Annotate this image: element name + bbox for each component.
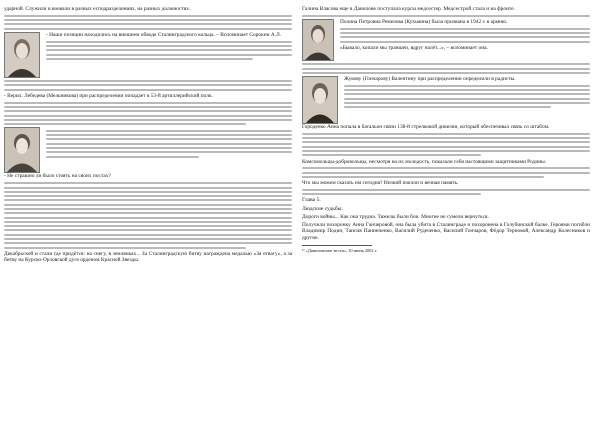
right-opening: Галина Власова еще в Данилове поступала курсы медсестер. Медсестрой стала и на фронте.	[302, 6, 516, 12]
text-lines	[4, 15, 292, 30]
portrait-photo-woman-3	[302, 19, 334, 61]
text-lines	[46, 130, 292, 158]
left-opening: ударной. Служили и воевали в разных есподразделениях, на разных должностях.	[4, 6, 191, 12]
photo-block-1-text	[46, 32, 292, 62]
right-letter: Полина Петровна Ремизова (Кузьмина) была призвана в 1942 г. в армию.	[340, 18, 508, 25]
text-lines	[4, 80, 292, 91]
right-roads: Дороги войны... Как она трудна. Тяжелы были бои. Многие не сумели вернуться.	[302, 214, 489, 221]
text-lines	[302, 133, 590, 156]
footnote: ¹¹ «Даниловские вести», 10 июня 2002 г.	[302, 248, 378, 254]
left-final: Декабрьской и стали где придётся: на снегу, в землянках... За Сталинградскую битву награждена медалью «За отвагу», а за битву на Курско-Орловской дуге орденом Красной Звезды.	[4, 250, 292, 264]
text-lines	[340, 28, 590, 43]
text-lines	[4, 182, 292, 248]
text-lines	[302, 63, 590, 74]
right-gorodenko: Городенко Анна попала в батальон связи 138-й стрелковой дивизии, который обеспечивал связь со штабом.	[302, 124, 550, 131]
text-lines	[302, 167, 590, 178]
text-lines	[302, 189, 590, 195]
portrait-photo-woman-1	[4, 32, 40, 78]
left-quote: - Наши позиции находились на внешнем обводе Сталинградского кольца. – Вспоминает Сорокин А.Л.	[46, 31, 282, 38]
text-lines	[4, 102, 292, 125]
right-tribute: Что мы можем сказать им сегодня? Низкий поклон и вечная память.	[302, 180, 459, 187]
photo-block-3	[302, 19, 590, 61]
left-column	[4, 6, 292, 418]
text-lines	[302, 15, 590, 17]
right-komsomol: Комсомольцы-добровольцы, несмотря на их молодость, показали себя настоящими защитниками Родины.	[302, 158, 547, 165]
photo-block-2	[4, 127, 292, 173]
portrait-photo-woman-2	[4, 127, 40, 173]
portrait-photo-woman-4	[302, 76, 338, 124]
footnote-divider	[302, 245, 372, 246]
photo-block-2-text	[46, 127, 292, 159]
photo-block-4	[302, 76, 590, 124]
left-question: - Не страшно ли было стоять на своих постах?	[4, 173, 111, 180]
left-verses-intro: - Верил. Лебедева (Мельникова) при распределении попадает в 53-й артиллерийский полк.	[4, 92, 213, 99]
right-recall: «Бывало, копали мы траншеи, вдруг налёт...», – вспоминает она.	[340, 44, 488, 51]
right-column	[302, 6, 590, 418]
photo-block-1	[4, 32, 292, 78]
right-quote-zhukova: Жукову (Гончарову) Валентину при распределении определили в радисты.	[344, 76, 516, 83]
photo-block-4-text	[344, 76, 590, 110]
text-lines	[344, 85, 590, 108]
chapter-title: Людские судьбы.	[302, 206, 343, 213]
photo-block-3-text	[340, 19, 590, 52]
text-lines	[46, 41, 292, 60]
chapter-number: Глава 5.	[302, 197, 321, 204]
right-names: Получили похоронку Анна Ганчеровой, она была убита в Сталинграде и похоронена в Голубинской балке. Героями погибли Владимир Подин, Таисия Панинченко, Василий Рудеченко, Василий Гончаров, Фёдор Терновой, Александр Колесников и другие.	[302, 221, 590, 241]
